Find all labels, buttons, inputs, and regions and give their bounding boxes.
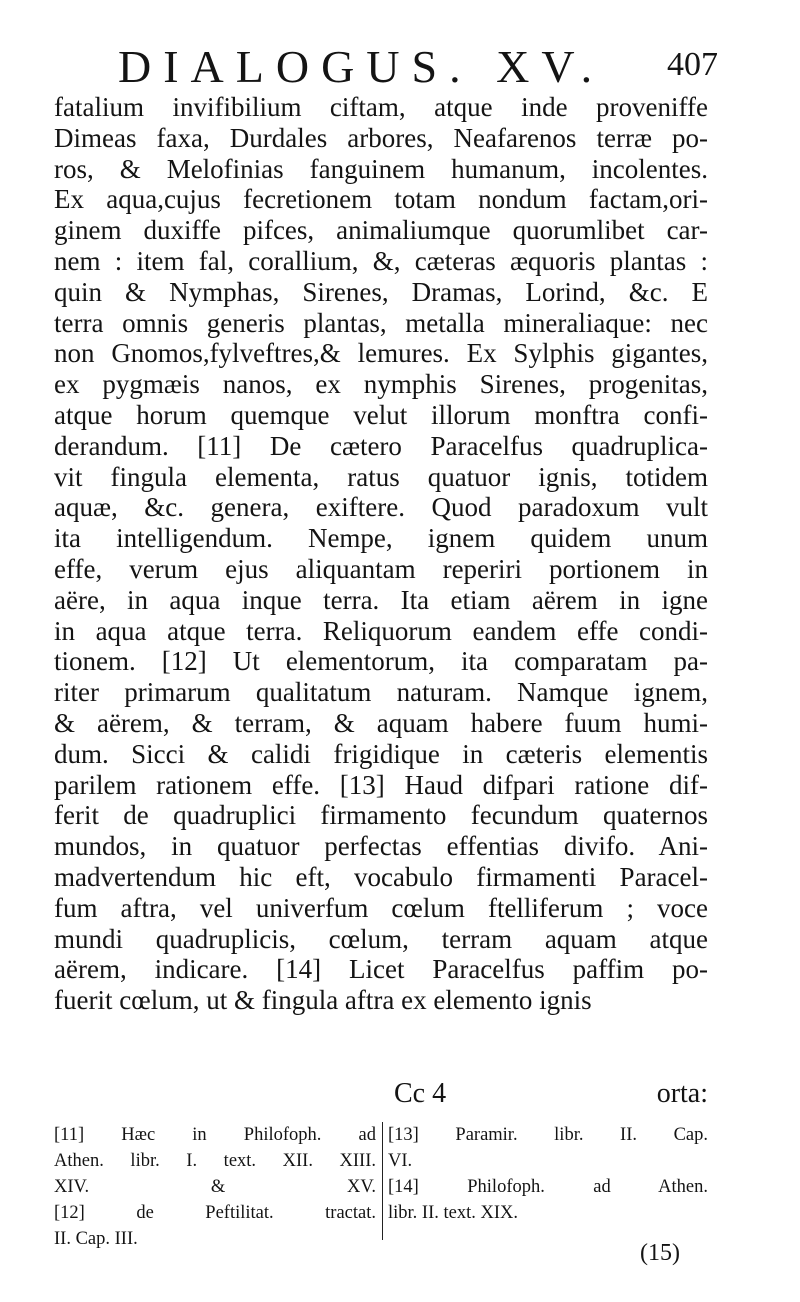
body-line: Dimeas faxa, Durdales arbores, Neafarenos terræ po- [54, 122, 708, 153]
body-line: aërem, indicare. [14] Licet Paracelfus paffim po- [54, 954, 708, 985]
body-line: tionem. [12] Ut elementorum, ita comparatam pa- [54, 646, 708, 677]
body-line: nem : item fal, corallium, &, cæteras æquoris plantas : [54, 245, 708, 276]
signature-mark: Cc 4 [394, 1078, 447, 1109]
body-line: in aqua atque terra. Reliquorum eandem effe condi- [54, 615, 708, 646]
body-text [54, 92, 708, 1016]
footnote-line: Athen. libr. I. text. XII. XIII. [54, 1151, 376, 1171]
body-line: madvertendum hic eft, vocabulo firmamenti Paracel- [54, 861, 708, 892]
body-line: ita intelligendum. Nempe, ignem quidem unum [54, 523, 708, 554]
footnote-line: [13] Paramir. libr. II. Cap. [388, 1125, 708, 1145]
body-line: & aërem, & terram, & aquam habere fuum humi- [54, 707, 708, 738]
body-line: atque horum quemque velut illorum monftra confi- [54, 399, 708, 430]
body-line: aquæ, &c. genera, exiftere. Quod paradoxum vult [54, 492, 708, 523]
footnote-line: [11] Hæc in Philofoph. ad [54, 1125, 376, 1145]
body-line: effe, verum ejus aliquantam reperiri portionem in [54, 553, 708, 584]
footnote-line: [12] de Peftilitat. tractat. [54, 1203, 376, 1223]
footnotes-left-column [54, 1122, 376, 1252]
body-line: fum aftra, vel univerfum cœlum ftelliferum ; voce [54, 892, 708, 923]
running-title: DIALOGUS. XV. [118, 41, 605, 92]
footnotes-right-column [388, 1122, 708, 1226]
body-line: Ex aqua,cujus fecretionem totam nondum factam,ori- [54, 184, 708, 215]
footnotes [54, 1122, 708, 1252]
catchword-line [54, 1078, 708, 1118]
footnote-line: XIV. & XV. [54, 1177, 376, 1197]
footnote-line: [14] Philofoph. ad Athen. [388, 1177, 708, 1197]
body-line: fuerit cœlum, ut & fingula aftra ex elemento ignis [54, 985, 592, 1016]
body-line: quin & Nymphas, Sirenes, Dramas, Lorind, &c. E [54, 276, 708, 307]
body-line: terra omnis generis plantas, metalla mineraliaque: nec [54, 307, 708, 338]
footnote-line: libr. II. text. XIX. [388, 1203, 518, 1223]
body-line: ginem duxiffe pifces, animaliumque quorumlibet car- [54, 215, 708, 246]
body-line: ferit de quadruplici firmamento fecundum quaternos [54, 800, 708, 831]
body-line: aëre, in aqua inque terra. Ita etiam aërem in igne [54, 584, 708, 615]
body-line: ex pygmæis nanos, ex nymphis Sirenes, progenitas, [54, 369, 708, 400]
body-line: mundos, in quatuor perfectas effentias divifo. Ani- [54, 831, 708, 862]
footnote-column-divider [382, 1122, 383, 1240]
body-line: riter primarum qualitatum naturam. Namque ignem, [54, 677, 708, 708]
sheet-mark: (15) [640, 1240, 680, 1266]
body-line: fatalium invifibilium ciftam, atque inde proveniffe [54, 92, 708, 122]
footnote-line: VI. [388, 1151, 413, 1171]
page-header [118, 40, 718, 100]
catchword: orta: [656, 1078, 708, 1109]
footnote-line: II. Cap. III. [54, 1229, 138, 1249]
body-line: vit fingula elementa, ratus quatuor ignis, totidem [54, 461, 708, 492]
body-line: non Gnomos,fylveftres,& lemures. Ex Sylphis gigantes, [54, 338, 708, 369]
body-line: ros, & Melofinias fanguinem humanum, incolentes. [54, 153, 708, 184]
body-line: parilem rationem effe. [13] Haud difpari ratione dif- [54, 769, 708, 800]
body-line: derandum. [11] De cætero Paracelfus quadruplica- [54, 430, 708, 461]
body-line: dum. Sicci & calidi frigidique in cæteris elementis [54, 738, 708, 769]
body-line: mundi quadruplicis, cœlum, terram aquam atque [54, 923, 708, 954]
page-number: 407 [667, 46, 718, 83]
